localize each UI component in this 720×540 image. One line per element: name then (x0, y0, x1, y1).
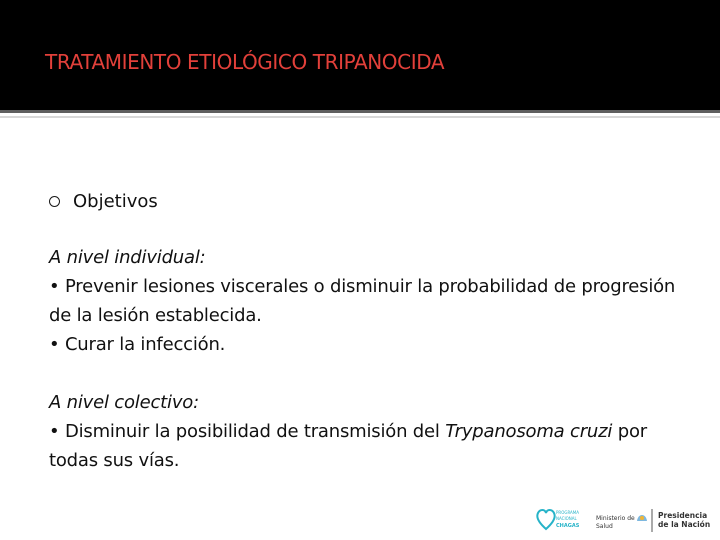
ministerio-salud-logo (596, 508, 648, 534)
individual-item-1: • Prevenir lesiones viscerales o disminuir la probabilidad de progresión de la lesión establecida. (49, 276, 676, 326)
ministerio-line-2: Salud (596, 523, 613, 530)
colectivo-item-1-start: • Disminuir la posibilidad de transmisión del (49, 421, 446, 442)
chagas-program-logo (534, 505, 584, 533)
ministerio-line-1: Ministerio de (596, 515, 635, 522)
colectivo-item-1-end: por todas sus vías. (49, 421, 647, 471)
species-name: Trypanosoma cruzi (445, 421, 613, 442)
presidencia-logo (650, 505, 720, 535)
title-bar (0, 0, 720, 110)
heart-logo-icon (537, 510, 554, 529)
slide-title: TRATAMIENTO ETIOLÓGICO TRIPANOCIDA (45, 50, 445, 74)
divider-light (0, 116, 720, 118)
chagas-logo-line-1: PROGRAMA (556, 510, 579, 515)
colectivo-item-1 (49, 417, 699, 475)
chagas-logo-line-2: NACIONAL (556, 516, 577, 521)
bullet-objetivos (49, 188, 158, 214)
footer-logos (530, 500, 720, 540)
individual-heading: A nivel individual: (49, 247, 206, 268)
argentina-seal-icon (637, 515, 647, 529)
chagas-logo-line-3: CHAGAS (556, 523, 580, 529)
bullet-label: Objetivos (73, 190, 158, 212)
individual-item-2: • Curar la infección. (49, 334, 226, 355)
circle-bullet-icon (49, 196, 60, 207)
presidencia-line-1: Presidencia (658, 511, 708, 520)
spacer (49, 359, 699, 388)
body-content (49, 243, 699, 475)
divider-dark (0, 110, 720, 113)
colectivo-heading: A nivel colectivo: (49, 392, 199, 413)
presidencia-line-2: de la Nación (658, 520, 711, 529)
